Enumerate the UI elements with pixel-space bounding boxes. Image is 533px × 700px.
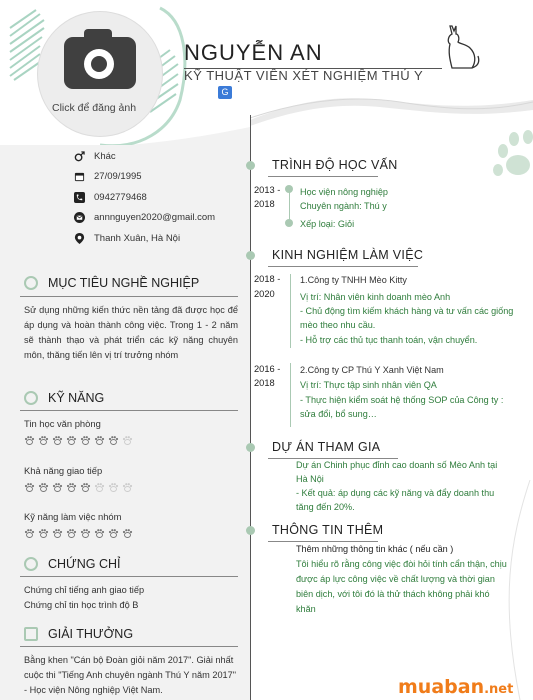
project-result: - Kết quả: áp dụng các kỹ năng và đẩy doanh thu tăng đến 20%. [296, 488, 495, 512]
job-position: Vị trí: Nhân viên kinh doanh mèo Anh [300, 292, 451, 302]
skills-heading-text: KỸ NĂNG [48, 391, 105, 405]
more-info-heading-text: THÔNG TIN THÊM [272, 523, 384, 537]
skill-rating [24, 435, 133, 445]
paw-filled-icon [108, 528, 119, 538]
paw-filled-icon [24, 435, 35, 445]
paw-filled-icon [94, 435, 105, 445]
location-pin-icon [74, 233, 85, 244]
more-info-text: Tôi hiểu rõ rằng công việc đòi hỏi tính cẩn thận, chịu được áp lực công việc về chất lượng và thời gian biên dịch, với tôi đó là thử thách không phải khó khăn [296, 559, 507, 614]
gender-icon [74, 151, 85, 162]
award-certificate-icon [24, 627, 38, 641]
paw-filled-icon [38, 482, 49, 492]
column-divider [250, 115, 251, 700]
paw-filled-icon [38, 528, 49, 538]
awards-heading-text: GIẢI THƯỞNG [48, 627, 134, 641]
education-year-start: 2013 - [254, 185, 281, 195]
job-subline [290, 363, 291, 427]
timeline-dot [246, 161, 255, 170]
job-duty: - Hỗ trợ các thủ tục thanh toán, vận chuyển. [300, 335, 478, 345]
logo-suffix: .net [484, 682, 514, 697]
address-value: Thanh Xuân, Hà Nội [94, 233, 181, 244]
timeline-dot [246, 443, 255, 452]
paw-filled-icon [66, 528, 77, 538]
experience-heading-text: KINH NGHIỆM LÀM VIỆC [272, 248, 424, 262]
job-year-end: 2020 [254, 289, 275, 299]
projects-heading [272, 437, 380, 457]
education-rule [268, 176, 378, 177]
muaban-logo [398, 676, 513, 698]
education-heading [272, 155, 398, 175]
paw-filled-icon [38, 435, 49, 445]
paw-empty-icon [122, 435, 133, 445]
phone-icon [74, 192, 85, 203]
contact-dob [74, 171, 142, 182]
skills-heading [24, 391, 104, 405]
education-dot [285, 185, 293, 193]
skill-label: Tin học văn phòng [24, 418, 101, 429]
education-grade: Xếp loại: Giỏi [300, 219, 355, 229]
candidate-name: NGUYỄN AN [184, 40, 323, 65]
skill-rating [24, 482, 133, 492]
paw-filled-icon [108, 435, 119, 445]
gender-value: Khác [94, 151, 116, 162]
paw-filled-icon [66, 435, 77, 445]
paw-filled-icon [122, 528, 133, 538]
education-year-end: 2018 [254, 199, 275, 209]
job-title: KỸ THUẬT VIÊN XÉT NGHIỆM THÚ Y [184, 68, 424, 83]
upload-photo-label[interactable]: Click để đăng ảnh [52, 102, 137, 114]
education-school: Học viện nông nghiệp [300, 187, 388, 197]
experience-heading [272, 245, 423, 265]
projects-heading-text: DỰ ÁN THAM GIA [272, 440, 381, 454]
experience-rule [268, 266, 418, 267]
paw-filled-icon [52, 528, 63, 538]
awards-rule [20, 646, 238, 647]
skill-rating [24, 528, 133, 538]
certificates-heading-text: CHỨNG CHỈ [48, 557, 121, 571]
skill-label: Khả năng giao tiếp [24, 465, 103, 476]
certificate-item: Chứng chỉ tin học trình độ B [24, 600, 139, 610]
logo-main: muaban [398, 676, 485, 698]
timeline-dot [246, 526, 255, 535]
paw-filled-icon [66, 482, 77, 492]
cat-icon [442, 22, 482, 70]
paw-filled-icon [80, 435, 91, 445]
paw-empty-icon [94, 482, 105, 492]
project-title: Dự án Chinh phục đỉnh cao doanh số Mèo Anh tại Hà Nội [296, 460, 498, 484]
email-icon [74, 212, 85, 223]
job-position: Vị trí: Thực tập sinh nhân viên QA [300, 380, 437, 390]
certificates-heading [24, 557, 120, 571]
awards-text: Bằng khen "Cán bộ Đoàn giỏi năm 2017". Giải nhất cuộc thi "Tiếng Anh chuyên ngành Thú Y năm 2017" - Học viện Nông nghiệp Việt Nam. [24, 655, 237, 695]
job-subline [290, 274, 291, 348]
timeline-dot [246, 251, 255, 260]
translate-icon[interactable]: G [218, 86, 232, 99]
contact-email [74, 212, 215, 223]
target-icon [24, 276, 38, 290]
paw-filled-icon [24, 482, 35, 492]
contact-address [74, 233, 180, 244]
job-year-start: 2016 - [254, 364, 281, 374]
job-company: 1.Công ty TNHH Mèo Kitty [300, 275, 407, 285]
contact-gender [74, 151, 116, 162]
certificates-rule [20, 576, 238, 577]
paw-filled-icon [52, 435, 63, 445]
contact-phone [74, 192, 147, 203]
paw-filled-icon [24, 528, 35, 538]
objective-heading [24, 276, 199, 290]
thumbs-up-icon [24, 391, 38, 405]
medal-icon [24, 557, 38, 571]
paw-decoration-icon [490, 125, 533, 185]
job-year-start: 2018 - [254, 274, 281, 284]
job-duty: - Chủ động tìm kiếm khách hàng và tư vấn các giống mèo theo nhu cầu. [300, 306, 514, 330]
phone-value: 0942779468 [94, 192, 147, 203]
more-info-heading [272, 520, 383, 540]
paw-empty-icon [122, 482, 133, 492]
job-duty: - Thực hiện kiểm soát hệ thống SOP của Công ty : sửa đổi, bổ sung… [300, 395, 504, 419]
dob-value: 27/09/1995 [94, 171, 142, 182]
education-dot [285, 219, 293, 227]
paw-filled-icon [80, 482, 91, 492]
email-value[interactable]: annnguyen2020@gmail.com [94, 212, 216, 223]
calendar-icon [74, 171, 85, 182]
skill-label: Kỹ năng làm việc nhóm [24, 511, 122, 522]
more-info-subheading: Thêm những thông tin khác ( nếu cần ) [296, 544, 454, 554]
camera-lens-center [91, 56, 107, 72]
paw-filled-icon [80, 528, 91, 538]
paw-empty-icon [108, 482, 119, 492]
job-company: 2.Công ty CP Thú Y Xanh Việt Nam [300, 365, 444, 375]
paw-filled-icon [94, 528, 105, 538]
job-year-end: 2018 [254, 378, 275, 388]
skills-rule [20, 410, 238, 411]
objective-rule [20, 296, 238, 297]
objective-heading-text: MỤC TIÊU NGHỀ NGHIỆP [48, 276, 200, 290]
certificate-item: Chứng chỉ tiếng anh giao tiếp [24, 585, 145, 595]
education-major: Chuyên ngành: Thú y [300, 201, 387, 211]
education-heading-text: TRÌNH ĐỘ HỌC VẤN [272, 158, 398, 172]
awards-heading [24, 627, 133, 641]
paw-filled-icon [52, 482, 63, 492]
objective-text: Sử dụng những kiến thức nền tảng đã được học để áp dụng và hoàn thành công việc. Trong 1 - 2 năm sẽ thành thạo và phát triển các kỹ năng chuyên môn, thăng tiến lên vị trí trưởng nhóm [24, 305, 238, 360]
